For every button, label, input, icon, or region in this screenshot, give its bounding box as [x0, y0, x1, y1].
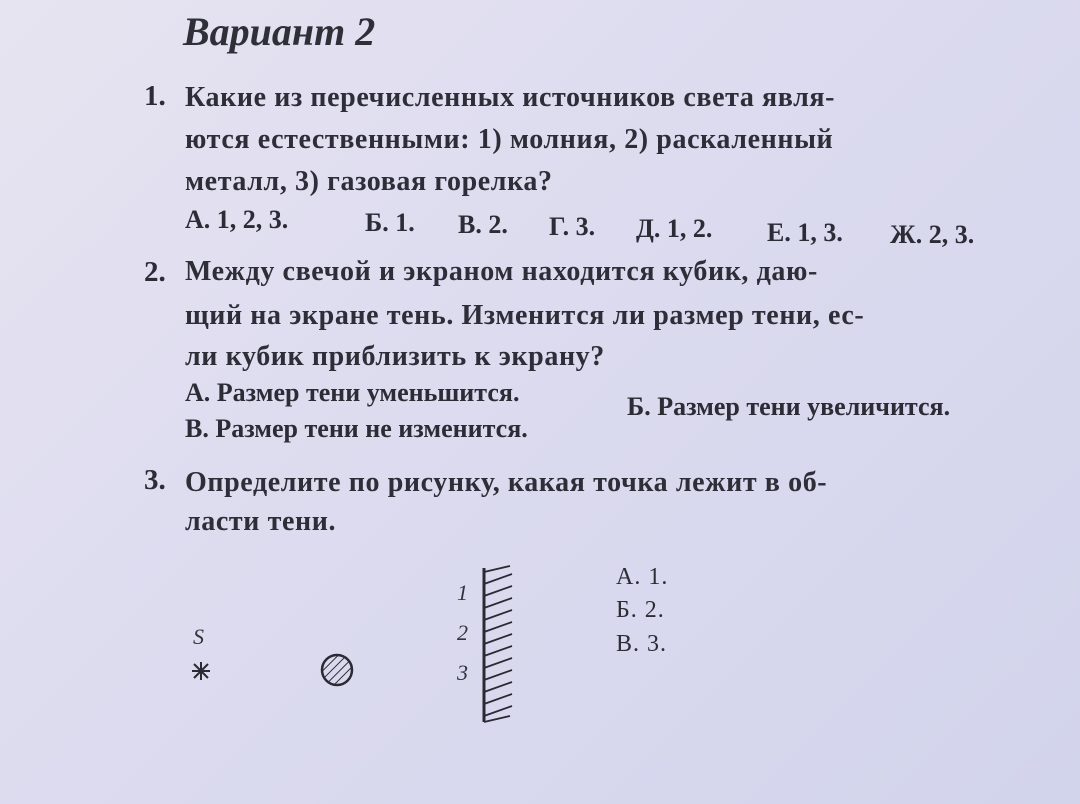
question-3-line-2: ласти тени. [185, 506, 337, 537]
question-3-number: 3. [144, 464, 166, 496]
light-source-label: S [193, 624, 204, 649]
question-3-line-1: Определите по рисунку, какая точка лежит в об- [185, 467, 828, 498]
question-1-option-g: Г. 3. [549, 212, 596, 241]
point-2-label: 2 [457, 620, 468, 645]
question-2-line-1: Между свечой и экраном находится кубик, даю- [185, 256, 818, 287]
question-1-line-1: Какие из перечисленных источников света явля- [185, 82, 836, 113]
question-3-option-b: Б. 2. [616, 597, 665, 623]
question-1-option-v: В. 2. [458, 210, 508, 239]
question-2-number: 2. [144, 256, 166, 288]
light-source-star-icon [192, 662, 210, 680]
question-3-option-a: А. 1. [616, 564, 669, 590]
question-2-option-a: А. Размер тени уменьшится. [185, 378, 520, 407]
question-1-line-3: металл, 3) газовая горелка? [185, 166, 553, 197]
opaque-ball [322, 655, 352, 685]
point-3-label: 3 [457, 660, 468, 685]
question-1-option-a: А. 1, 2, 3. [185, 205, 289, 234]
question-1-line-2: ются естественными: 1) молния, 2) раскаленный [185, 124, 834, 155]
question-2-line-2: щий на экране тень. Изменится ли размер тени, ес- [185, 300, 865, 331]
question-1-option-zh: Ж. 2, 3. [890, 220, 975, 249]
question-2-option-b: Б. Размер тени увеличится. [627, 392, 951, 421]
question-1-option-e: Е. 1, 3. [767, 218, 843, 247]
question-3-option-v: В. 3. [616, 631, 668, 657]
question-2-option-v: В. Размер тени не изменится. [185, 414, 528, 443]
question-1-number: 1. [144, 80, 166, 112]
question-2-line-3: ли кубик приблизить к экрану? [185, 341, 605, 372]
question-1-option-d: Д. 1, 2. [636, 214, 713, 243]
screen-wall [484, 566, 512, 722]
variant-title: Вариант 2 [183, 9, 376, 54]
question-1-option-b: Б. 1. [365, 208, 415, 237]
point-1-label: 1 [457, 580, 468, 605]
